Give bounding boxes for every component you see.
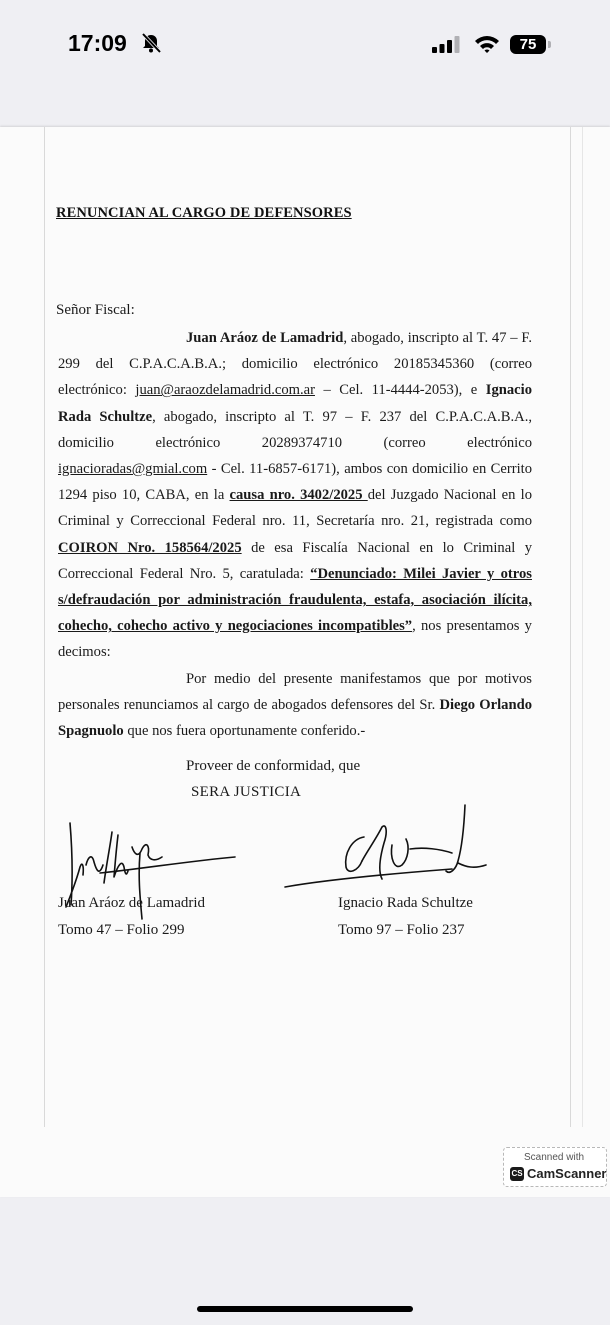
battery-icon: 75 [510,35,546,54]
wifi-icon [474,34,500,54]
text-run: del Juzgado Nacional en lo Criminal y Correccional Federal nro. 11, Secretaría nro. 21, registrada como [58,487,532,530]
battery-cap [548,41,551,48]
scanned-with-label: Scanned with [524,1152,585,1163]
text-run: Por medio del presente manifestamos que por motivos personales renunciamos al cargo de abogados defensores del Sr. [58,670,532,713]
closing-line: Proveer de conformidad, que [186,758,361,774]
margin-line [44,127,45,1127]
lawyer-name-2: Ignacio Rada Schultze [58,382,533,425]
camscanner-watermark [503,1147,607,1187]
signal-icon [432,36,462,54]
signature-tomo-2: Tomo 97 – Folio 237 [338,922,465,938]
signature-tomo-1: Tomo 47 – Folio 299 [58,922,185,938]
document-body [58,325,532,744]
salutation: Señor Fiscal: [56,302,135,318]
document-title: RENUNCIAN AL CARGO DE DEFENSORES [56,205,352,221]
case-number: causa nro. 3402/2025 [229,487,368,504]
case-caption: “Denunciado: Milei Javier y otros s/defraudación por administración fraudulenta, estafa, asociación ilícita, cohecho, cohecho activo y negociaciones incompatibles” [58,565,532,635]
margin-line [582,127,583,1127]
text-run: - Cel. 11-6857-6171), ambos con domicilio en Cerrito 1294 piso 10, CABA, en la [58,461,532,504]
email-link-2[interactable]: ignacioradas@gmial.com [58,461,208,478]
paragraph-resignation [58,666,532,745]
scanned-document-page [0,127,610,1197]
status-bar [0,0,610,90]
signature-name-1: Juan Aráoz de Lamadrid [58,895,206,911]
signature-2 [285,805,486,887]
signature-name-2: Ignacio Rada Schultze [338,895,473,911]
lawyer-name-1: Juan Aráoz de Lamadrid [186,330,344,346]
text-run: , nos presentamos y decimos: [58,618,532,661]
margin-line [570,127,571,1127]
text-run: – Cel. 11-4444-2053), e [314,382,486,399]
client-name: Diego Orlando Spagnuolo [58,696,532,740]
home-indicator[interactable] [197,1306,413,1312]
text-run: que nos fuera oportunamente conferido.- [123,723,366,740]
camscanner-name: CamScanner [527,1166,607,1181]
text-run: , abogado, inscripto al T. 97 – F. 237 del C.P.A.C.A.B.A., domicilio electrónico 20289374710 (correo electrónico [58,408,533,451]
email-link-1[interactable]: juan@araozdelamadrid.com.ar [135,382,315,399]
coiron-number: COIRON Nro. 158564/2025 [58,539,242,556]
text-run: de esa Fiscalía Nacional en lo Criminal y Correccional Federal Nro. 5, caratulada: [58,539,532,582]
closing-justicia: SERA JUSTICIA [191,784,302,800]
camscanner-logo-icon: CS [510,1167,524,1181]
bell-muted-icon [140,33,162,53]
clock-time: 17:09 [68,30,127,56]
text-run: , abogado, inscripto al T. 47 – F. 299 del C.P.A.C.A.B.A.; domicilio electrónico 20185345360 (correo electrónico: [58,330,532,399]
paragraph-presentation [58,325,532,666]
